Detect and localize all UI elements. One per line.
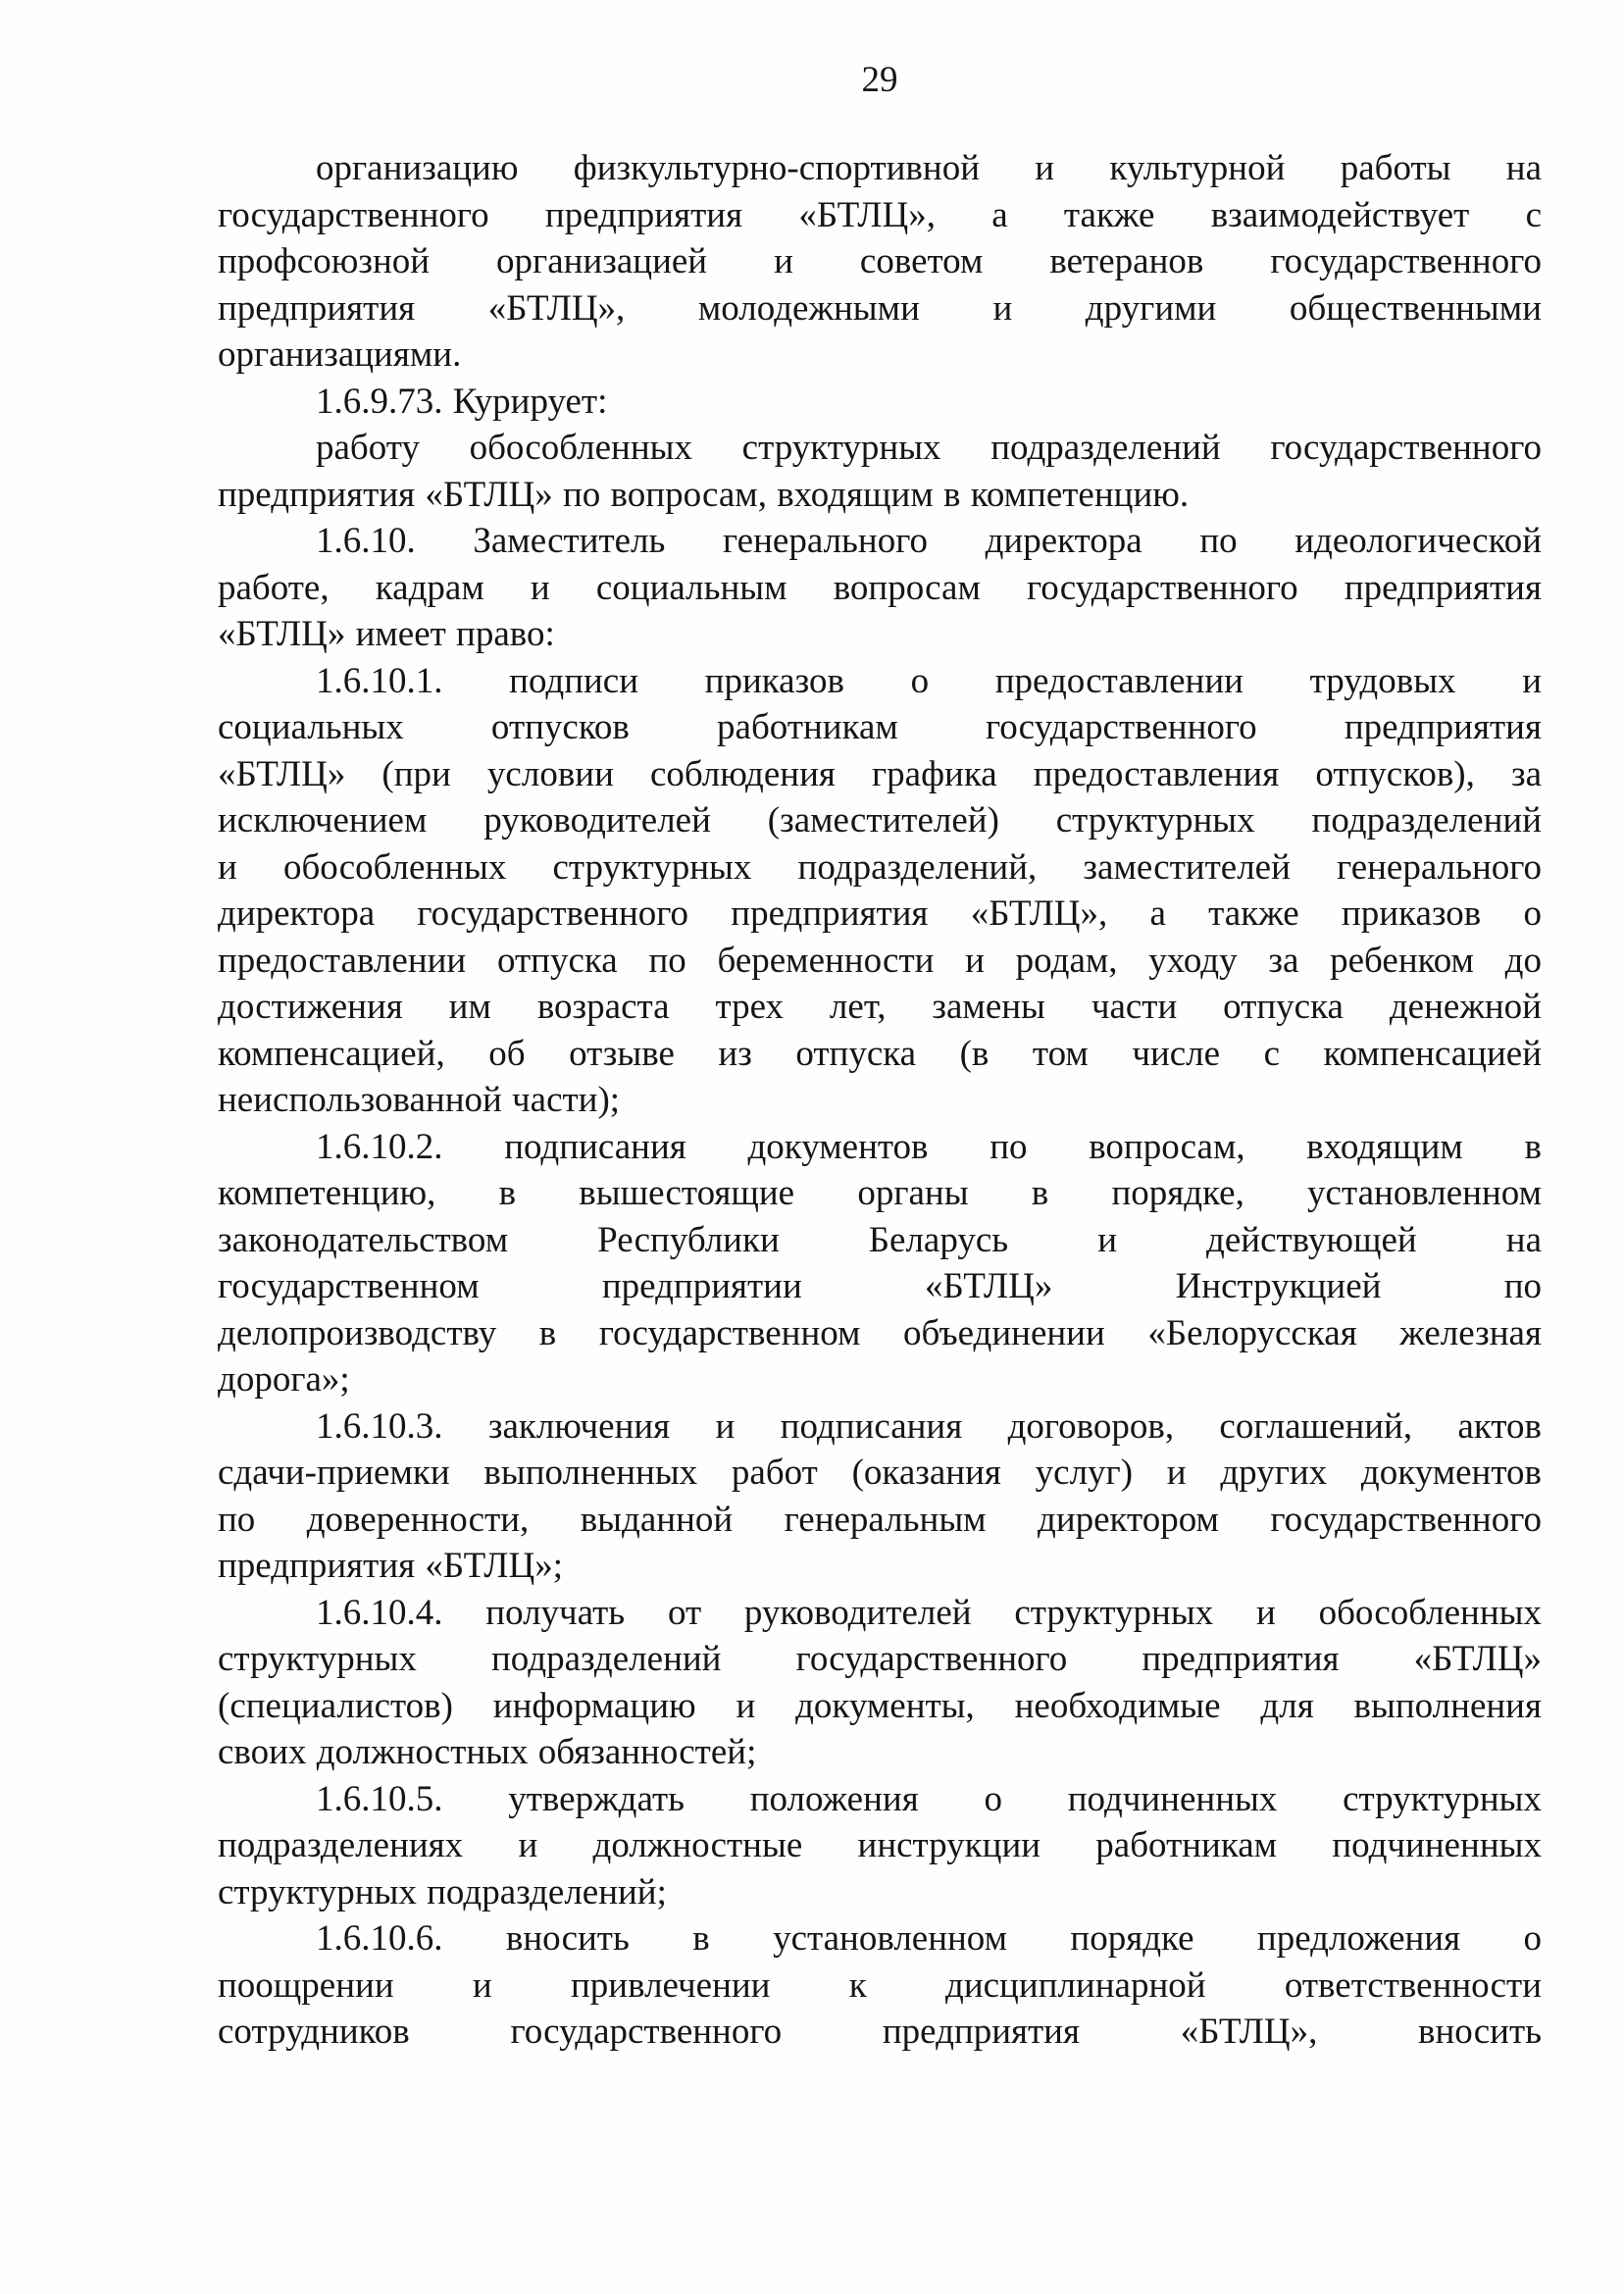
- paragraph-1-6-9-73-body: [218, 425, 1542, 518]
- text-line: структурных подразделений государственного предприятия «БТЛЦ»: [218, 1639, 1542, 1679]
- text-line: работу обособленных структурных подразделений государственного: [316, 428, 1542, 468]
- paragraph-1-6-9-73: [218, 379, 1542, 426]
- text-line: организацию физкультурно-спортивной и культурной работы на: [316, 148, 1542, 188]
- text-line: по доверенности, выданной генеральным директором государственного: [218, 1499, 1542, 1540]
- paragraph-1-6-10-2: [218, 1124, 1542, 1403]
- paragraph-1-6-10-4: [218, 1590, 1542, 1776]
- text-line: компетенцию, в вышестоящие органы в порядке, установленном: [218, 1173, 1542, 1213]
- text-line: директора государственного предприятия «БТЛЦ», а также приказов о: [218, 893, 1542, 934]
- text-line: организациями.: [218, 334, 462, 375]
- text-line: социальных отпусков работникам государственного предприятия: [218, 707, 1542, 747]
- text-column: [218, 57, 1542, 2056]
- text-line: подразделениях и должностные инструкции работникам подчиненных: [218, 1825, 1542, 1865]
- text-line: 1.6.10.5. утверждать положения о подчиненных структурных: [316, 1778, 1542, 1819]
- text-line: сдачи-приемки выполненных работ (оказания услуг) и других документов: [218, 1453, 1542, 1493]
- text-line: (специалистов) информацию и документы, необходимые для выполнения: [218, 1685, 1542, 1726]
- text-line: 1.6.10.3. заключения и подписания договоров, соглашений, актов: [316, 1405, 1542, 1447]
- document-body: [218, 145, 1542, 2056]
- page-number: 29: [861, 60, 898, 100]
- text-line: 1.6.9.73. Курирует:: [316, 381, 608, 422]
- paragraph-1-6-10-6: [218, 1915, 1542, 2056]
- text-line: профсоюзной организацией и советом ветеранов государственного: [218, 241, 1542, 281]
- text-line: предприятия «БТЛЦ», молодежными и другими общественными: [218, 287, 1542, 329]
- text-line: структурных подразделений;: [218, 1871, 667, 1912]
- paragraph-1-6-10-5: [218, 1776, 1542, 1916]
- text-line: государственном предприятии «БТЛЦ» Инструкцией по: [218, 1266, 1542, 1306]
- text-line: 1.6.10.6. вносить в установленном порядке предложения о: [316, 1918, 1542, 1959]
- text-line: предоставлении отпуска по беременности и родам, уходу за ребенком до: [218, 940, 1542, 981]
- paragraph-1-6-10: [218, 518, 1542, 658]
- paragraph-1-6-10-1: [218, 658, 1542, 1124]
- text-line: «БТЛЦ» (при условии соблюдения графика предоставления отпусков), за: [218, 753, 1542, 794]
- text-line: работе, кадрам и социальным вопросам государственного предприятия: [218, 567, 1542, 608]
- text-line: 1.6.10.4. получать от руководителей структурных и обособленных: [316, 1592, 1542, 1633]
- text-line: государственного предприятия «БТЛЦ», а также взаимодействует с: [218, 194, 1542, 235]
- text-line: и обособленных структурных подразделений, заместителей генерального: [218, 846, 1542, 888]
- text-line: исключением руководителей (заместителей) структурных подразделений: [218, 800, 1542, 841]
- paragraph-intro-continuation: [218, 145, 1542, 379]
- text-line: 1.6.10. Заместитель генерального директора по идеологической: [316, 521, 1542, 561]
- text-line: 1.6.10.2. подписания документов по вопросам, входящим в: [316, 1126, 1542, 1167]
- text-line: предприятия «БТЛЦ»;: [218, 1546, 564, 1586]
- text-line: дорога»;: [218, 1359, 350, 1400]
- text-line: делопроизводству в государственном объединении «Белорусская железная: [218, 1312, 1542, 1353]
- paragraph-1-6-10-3: [218, 1403, 1542, 1590]
- text-line: предприятия «БТЛЦ» по вопросам, входящим в компетенцию.: [218, 474, 1190, 515]
- text-line: достижения им возраста трех лет, замены части отпуска денежной: [218, 987, 1542, 1027]
- text-line: «БТЛЦ» имеет право:: [218, 614, 555, 654]
- text-line: сотрудников государственного предприятия «БТЛЦ», вносить: [218, 2012, 1542, 2052]
- text-line: своих должностных обязанностей;: [218, 1732, 757, 1772]
- text-line: законодательством Республики Беларусь и действующей на: [218, 1219, 1542, 1260]
- text-line: компенсацией, об отзыве из отпуска (в том числе с компенсацией: [218, 1033, 1542, 1074]
- text-line: неиспользованной части);: [218, 1080, 621, 1120]
- text-line: 1.6.10.1. подписи приказов о предоставлении трудовых и: [316, 660, 1542, 701]
- text-line: поощрении и привлечении к дисциплинарной ответственности: [218, 1964, 1542, 2006]
